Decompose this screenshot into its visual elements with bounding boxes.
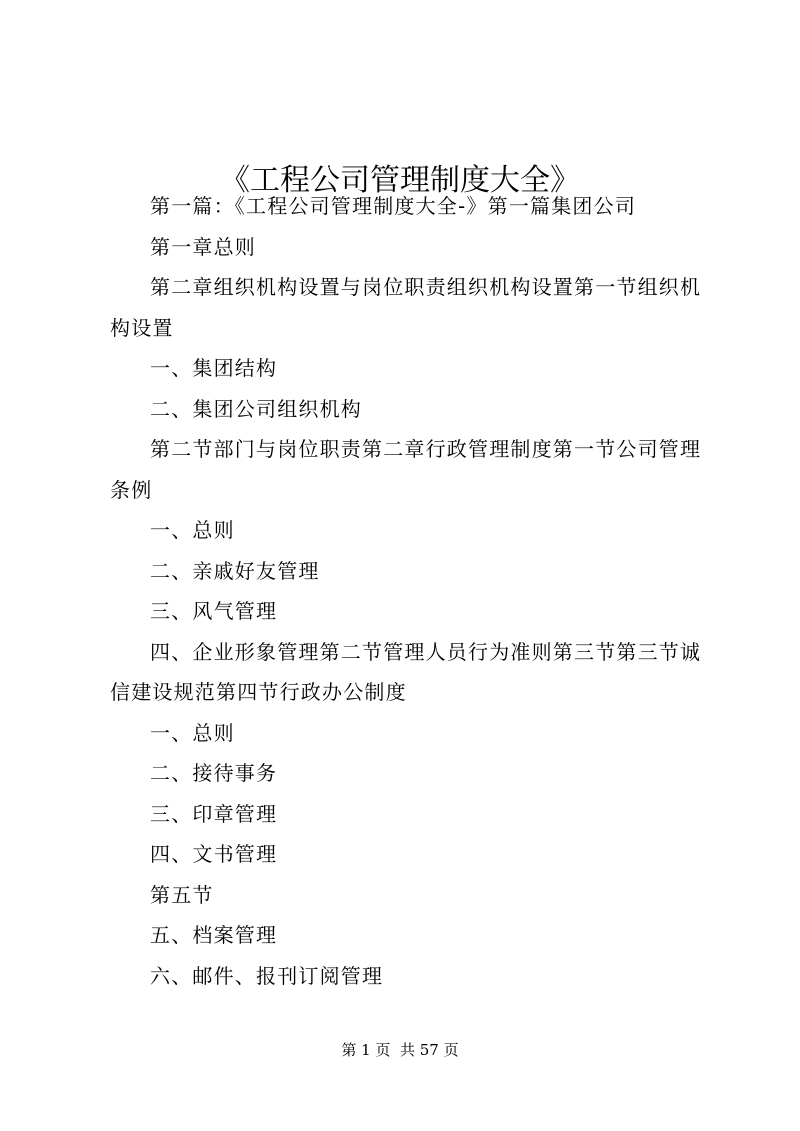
paragraph: 第五节 [150, 882, 214, 907]
paragraph: 五、档案管理 [150, 923, 278, 947]
paragraph: 一、总则 [150, 518, 235, 542]
paragraph: 四、文书管理 [150, 842, 278, 866]
document-title: 《工程公司管理制度大全》 [220, 163, 580, 199]
paragraph: 六、邮件、报刊订阅管理 [150, 963, 384, 988]
paragraph: 第一篇：《工程公司管理制度大全-》第一篇集团公司 [150, 194, 637, 218]
paragraph: 第一章总则 [150, 234, 256, 259]
paragraph: 第二章组织机构设置与岗位职责组织机构设置第一节组织机构设置 [110, 275, 702, 340]
paragraph: 第二节部门与岗位职责第二章行政管理制度第一节公司管理条例 [110, 437, 702, 502]
page-number: 第 1 页 共 57 页 [341, 1041, 459, 1059]
paragraph: 三、印章管理 [150, 801, 278, 826]
document-body [110, 186, 704, 996]
paragraph: 三、风气管理 [150, 599, 278, 623]
paragraph: 四、企业形象管理第二节管理人员行为准则第三节第三节诚信建设规范第四节行政办公制度 [110, 639, 702, 704]
paragraph: 一、集团结构 [150, 356, 278, 380]
page-footer [0, 1040, 800, 1060]
paragraph: 二、接待事务 [150, 761, 278, 785]
paragraph: 二、集团公司组织机构 [150, 396, 362, 421]
paragraph: 一、总则 [150, 720, 235, 745]
paragraph: 二、亲戚好友管理 [150, 558, 320, 583]
